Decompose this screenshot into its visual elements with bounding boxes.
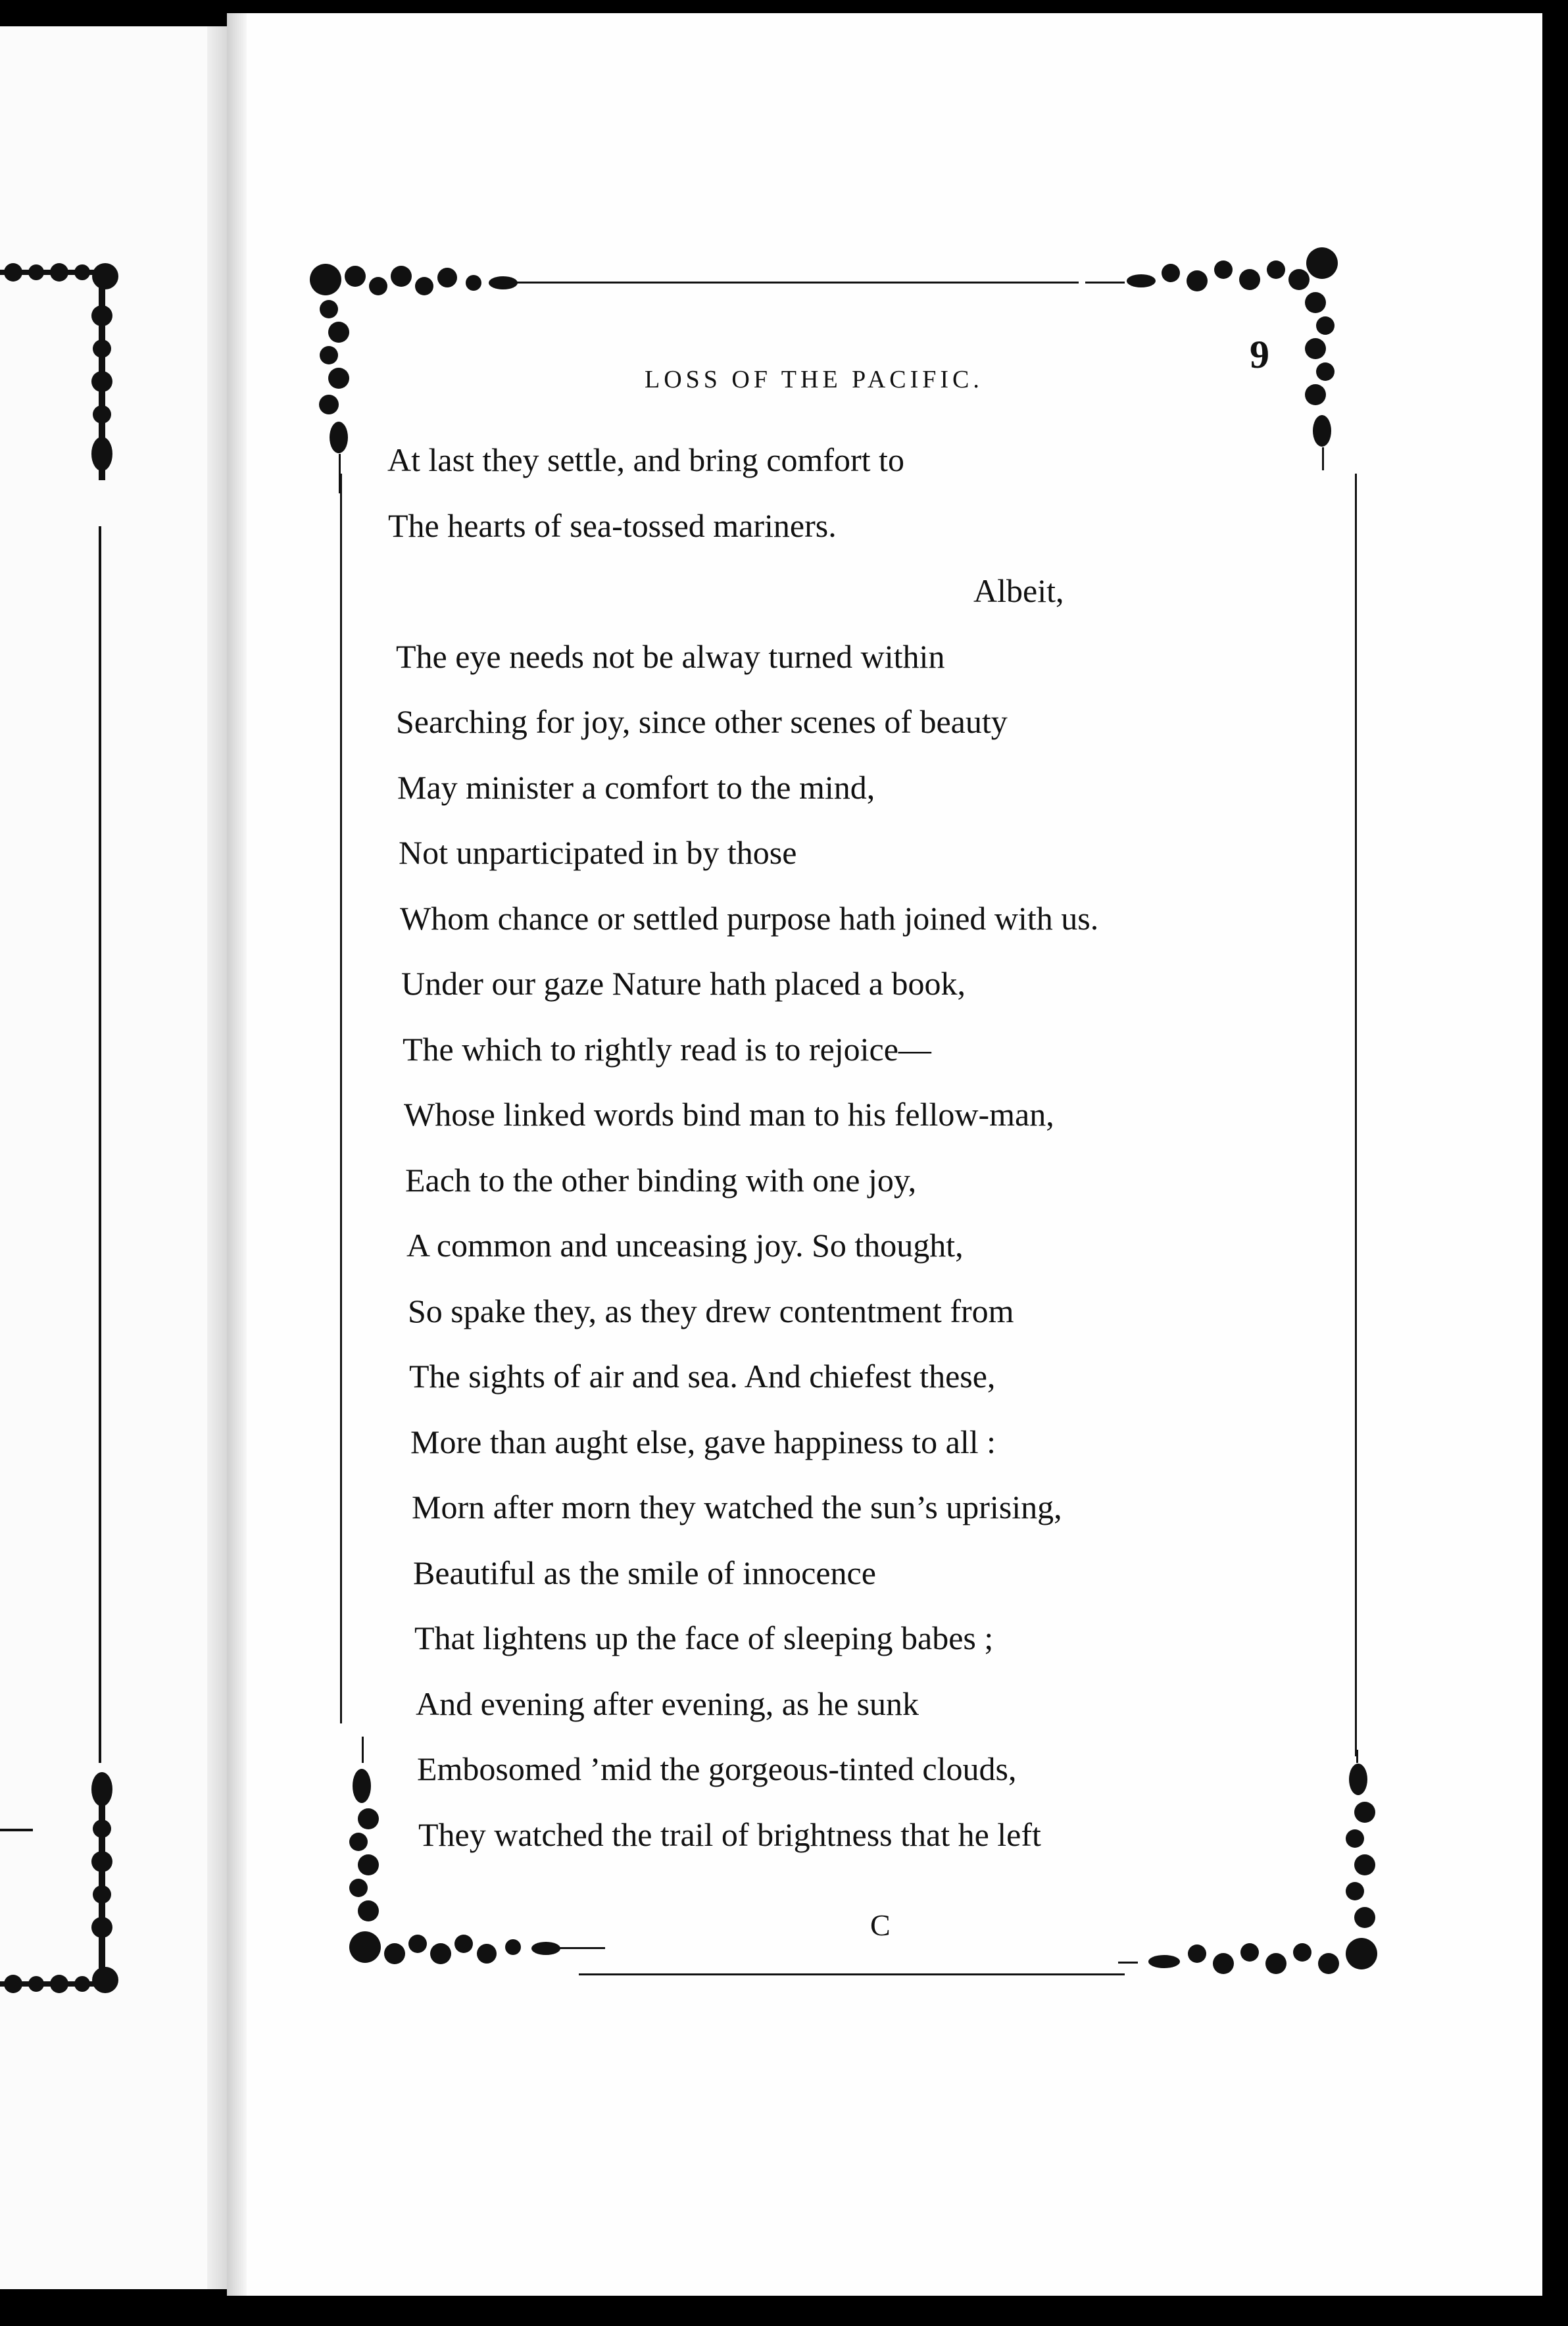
poem-line: Each to the other binding with one joy,: [405, 1161, 917, 1199]
poem-line: Not unparticipated in by those: [399, 834, 797, 871]
poem-line: Beautiful as the smile of innocence: [413, 1554, 876, 1591]
poem-line: Whom chance or settled purpose hath joined with us.: [400, 899, 1099, 937]
signature-mark: C: [870, 1908, 891, 1942]
frame-left-rule: [340, 474, 342, 1723]
poem-line: More than aught else, gave happiness to all :: [410, 1423, 996, 1460]
poem-line: Whose linked words bind man to his fellow-man,: [404, 1096, 1054, 1133]
poem-line: Morn after morn they watched the sun’s uprising,: [412, 1489, 1062, 1525]
poem-line: The which to rightly read is to rejoice—: [403, 1030, 931, 1068]
running-head: LOSS OF THE PACIFIC.: [645, 366, 983, 393]
poem-line: Searching for joy, since other scenes of beauty: [396, 703, 1008, 740]
frame-top-rule: [526, 282, 1079, 284]
left-page-ornament-top: [0, 243, 132, 520]
previous-page-edge: [0, 26, 227, 2289]
poem-line: That lightens up the face of sleeping babes ;: [414, 1620, 994, 1656]
poem-line: The eye needs not be alway turned within: [396, 637, 945, 675]
inner-gutter-shadow: [227, 13, 247, 2296]
frame-bottom-rule: [579, 1973, 1125, 1975]
poem-line: The hearts of sea-tossed mariners.: [388, 507, 837, 544]
left-page-frame-line: [99, 526, 101, 1763]
poem-line: Albeit,: [973, 572, 1064, 609]
left-page-ornament-bottom: [0, 1750, 132, 2026]
poem-line: At last they settle, and bring comfort to: [387, 441, 904, 478]
poem-text: [388, 428, 1322, 1868]
poem-line: So spake they, as they drew contentment from: [408, 1292, 1014, 1329]
poem-line: And evening after evening, as he sunk: [416, 1685, 919, 1722]
poem-line: The sights of air and sea. And chiefest these,: [409, 1358, 996, 1395]
poem-line: Embosomed ’mid the gorgeous-tinted clouds,: [417, 1750, 1017, 1787]
frame-right-rule: [1355, 474, 1357, 1756]
page-number: 9: [1250, 333, 1269, 376]
poem-line: They watched the trail of brightness that he left: [418, 1816, 1041, 1853]
poem-line: Under our gaze Nature hath placed a book,: [401, 965, 966, 1002]
left-page-rule-fragment: [0, 1829, 33, 1831]
poem-line: May minister a comfort to the mind,: [397, 768, 875, 806]
poem-line: A common and unceasing joy. So thought,: [406, 1227, 964, 1264]
gutter-shadow: [207, 26, 227, 2289]
